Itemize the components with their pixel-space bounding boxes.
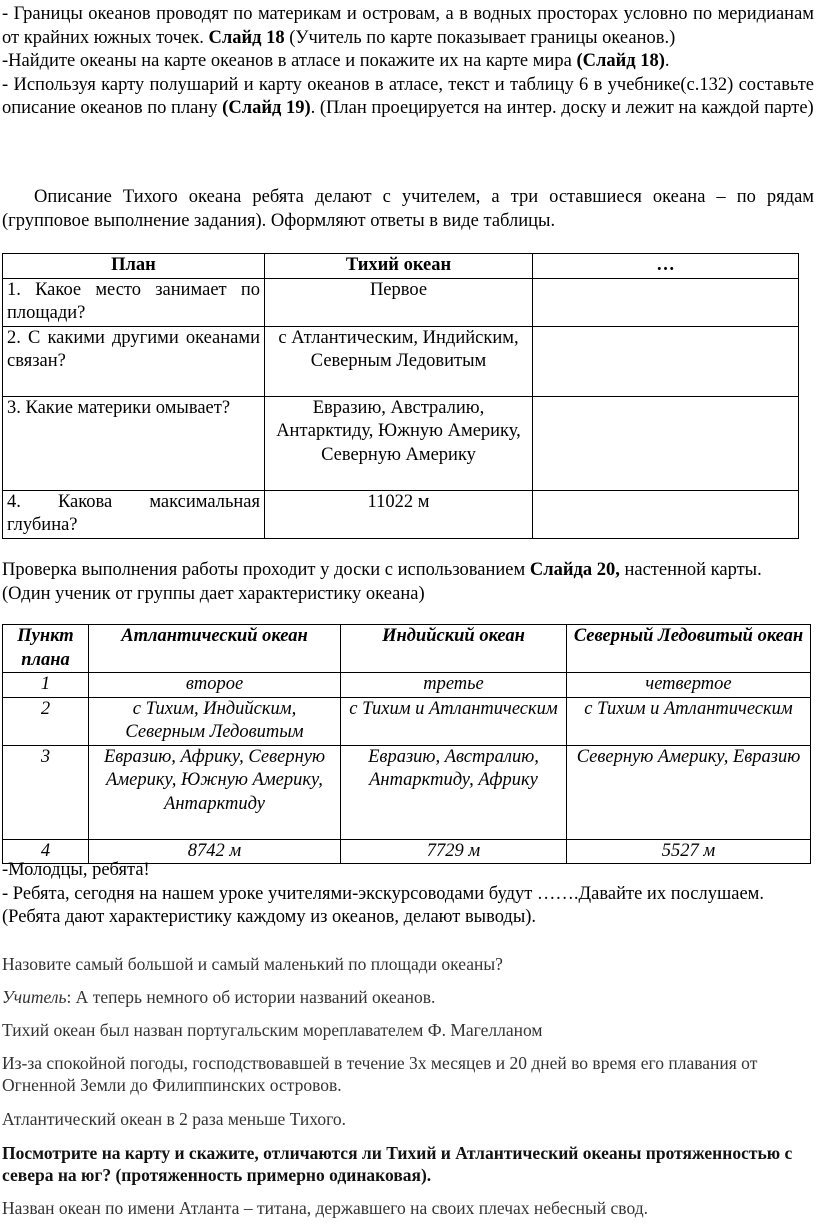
guides-paragraph: - Ребята, сегодня на нашем уроке учителями-экскурсоводами будут …….Давайте их послушаем. (Ребята дают характеристику каждому из океанов, делают выводы). — [2, 883, 764, 927]
weather-paragraph: Из-за спокойной погоды, господствовавшей в течение 3х месяцев и 20 дней во время его плавания от Огненной Земли до Филиппинских островов. — [2, 1053, 758, 1095]
table-cell: Первое — [265, 278, 533, 326]
table-cell: Евразию, Африку, Северную Америку, Южную Америку, Антарктиду — [89, 745, 341, 839]
slide-ref: (Слайд 18) — [576, 51, 665, 71]
table-cell: третье — [341, 673, 567, 698]
teacher-text: : А теперь немного об истории названий океанов. — [66, 987, 436, 1007]
table-row — [3, 673, 811, 698]
table-header: … — [533, 254, 799, 279]
table-cell: четвертое — [567, 673, 811, 698]
table-header: План — [3, 254, 265, 279]
intro-block — [2, 3, 814, 121]
table-cell: Евразию, Австралию, Антарктиду, Африку — [341, 745, 567, 839]
table-cell: с Тихим и Атлантическим — [567, 697, 811, 745]
intro-text: . (План проецируется на интер. доску и лежит на каждой парте) — [310, 98, 814, 118]
intro-text: -Найдите океаны на карте океанов в атласе и покажите их на карте мира — [2, 51, 577, 71]
table-cell: 11022 м — [265, 490, 533, 538]
table-cell — [533, 396, 799, 490]
table-cell: 2 — [3, 697, 89, 745]
check-paragraph — [2, 559, 814, 606]
table-header-row — [3, 625, 811, 673]
table-cell: 1 — [3, 673, 89, 698]
table-row — [3, 278, 799, 326]
table-row — [3, 745, 811, 839]
pacific-name-paragraph: Тихий океан был назван португальским мореплавателем Ф. Магелланом — [2, 1020, 543, 1040]
intro-text: . — [664, 51, 670, 71]
atlas-paragraph: Назван океан по имени Атланта – титана, державшего на своих плечах небесный свод. — [2, 1198, 648, 1218]
check-block — [2, 559, 814, 606]
intro-paragraph-2 — [2, 50, 814, 74]
table-row — [3, 697, 811, 745]
after-block — [2, 859, 814, 930]
table-cell: Северную Америку, Евразию — [567, 745, 811, 839]
table-row — [3, 396, 799, 490]
table-cell: с Тихим и Атлантическим — [341, 697, 567, 745]
intro-text: (Учитель по карте показывает границы океанов.) — [284, 27, 676, 48]
table-cell: 3 — [3, 745, 89, 839]
table-cell: 8742 м — [89, 839, 341, 864]
intro-text: - Границы океанов проводят по материкам и островам, а в водных просторах условно по меридианам от крайних южных точек. — [2, 4, 814, 48]
table-cell: 4 — [3, 839, 89, 864]
check-text: настенной карты. (Один ученик от группы дает характеристику океана) — [2, 560, 762, 604]
table-cell: 1. Какое место занимает по площади? — [3, 278, 265, 326]
table-header: Атлантический океан — [89, 625, 341, 673]
table-cell: с Атлантическим, Индийским, Северным Ледовитым — [265, 326, 533, 396]
slide-ref: Слайд 18 — [208, 27, 285, 48]
table-header-row — [3, 254, 799, 279]
atlantic-size-paragraph: Атлантический океан в 2 раза меньше Тихого. — [2, 1109, 347, 1129]
table-cell: 3. Какие материки омывает? — [3, 396, 265, 490]
teacher-paragraph — [2, 986, 814, 1008]
table-cell: с Тихим, Индийским, Северным Ледовитым — [89, 697, 341, 745]
table-cell: Евразию, Австралию, Антарктиду, Южную Америку, Северную Америку — [265, 396, 533, 490]
table-header: Северный Ледовитый океан — [567, 625, 811, 673]
table-header: Пункт плана — [3, 625, 89, 673]
table-cell — [533, 490, 799, 538]
table-cell: 5527 м — [567, 839, 811, 864]
compare-paragraph: Посмотрите на карту и скажите, отличаются ли Тихий и Атлантический океаны протяженностью с севера на юг? (протяженность примерно одинаковая). — [2, 1143, 793, 1185]
table-cell: 2. С какими другими океанами связан? — [3, 326, 265, 396]
intro-paragraph-1 — [2, 3, 814, 50]
table-cell — [533, 326, 799, 396]
table-row — [3, 326, 799, 396]
slide-ref: (Слайд 19) — [222, 98, 311, 118]
table-cell: второе — [89, 673, 341, 698]
intro-paragraph-3 — [2, 74, 814, 121]
intro-text: - Используя карту полушарий и карту океанов в атласе, текст и таблицу 6 в учебнике(с.132) составьте описание океанов по плану — [2, 74, 814, 118]
table-cell: 7729 м — [341, 839, 567, 864]
check-text: Проверка выполнения работы проходит у доски с использованием — [2, 560, 530, 580]
oceans-answers-table — [2, 624, 811, 864]
table-header: Индийский океан — [341, 625, 567, 673]
question-paragraph: Назовите самый большой и самый маленький по площади океаны? — [2, 954, 503, 974]
table-row — [3, 490, 799, 538]
description-block — [2, 186, 814, 233]
praise-line: -Молодцы, ребята! — [2, 860, 150, 880]
pacific-plan-table — [2, 253, 799, 539]
slide-ref: Слайда 20, — [529, 560, 620, 580]
table-cell — [533, 278, 799, 326]
description-paragraph: Описание Тихого океана ребята делают с учителем, а три оставшиеся океана – по рядам (групповое выполнение задания). Оформляют ответы в виде таблицы. — [2, 187, 814, 231]
teacher-label: Учитель — [2, 987, 67, 1007]
table-cell: 4. Какова максимальная глубина? — [3, 490, 265, 538]
table-header: Тихий океан — [265, 254, 533, 279]
